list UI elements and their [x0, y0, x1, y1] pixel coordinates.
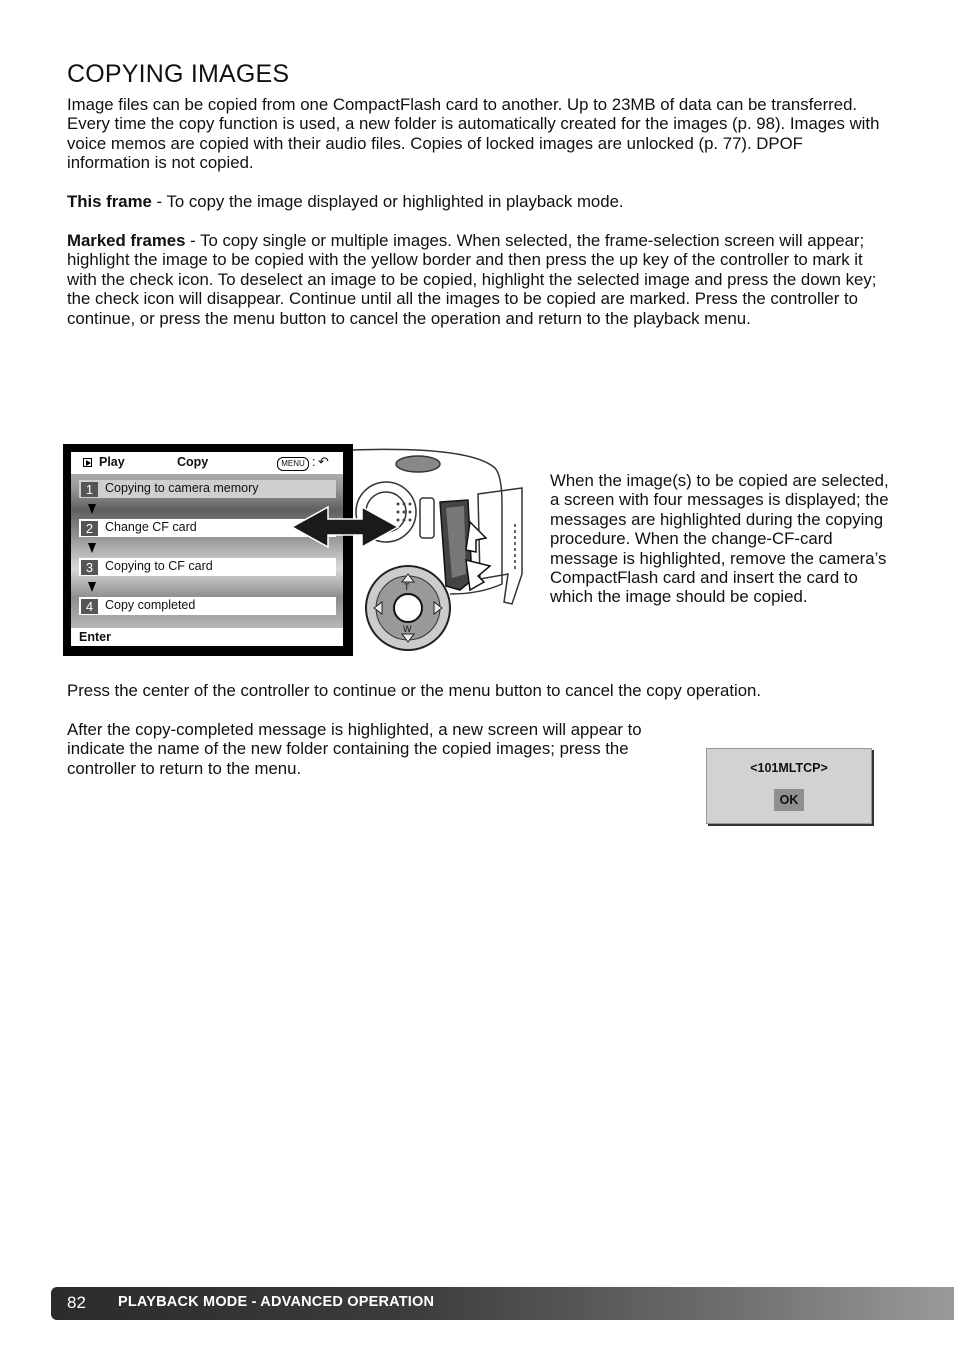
this-frame-text: - To copy the image displayed or highlighted in playback mode.: [151, 192, 624, 211]
copy-completed-paragraph: After the copy-completed message is highlighted, a new screen will appear to indicate the name of the new folder containing the copied images; press the controller to return to the menu.: [67, 720, 642, 778]
return-arrow-icon: ↶: [318, 454, 329, 469]
this-frame-term: This frame: [67, 192, 152, 211]
page-title: COPYING IMAGES: [67, 60, 290, 88]
down-arrow-icon: [88, 543, 96, 553]
screen-explanation-paragraph: When the image(s) to be copied are selected, a screen with four messages is displayed; the messages are highlighted during the copying procedure. When the change-CF-card message is highlighted, remove the camera’s CompactFlash card and insert the card to which the image should be copied.: [550, 471, 889, 607]
step-label: Copying to camera memory: [105, 481, 259, 495]
step-number: 3: [81, 560, 98, 575]
page-footer: [51, 1287, 954, 1320]
lcd-header: Play Copy MENU : ↶: [71, 452, 343, 474]
ok-button[interactable]: OK: [774, 789, 804, 811]
step-label: Copying to CF card: [105, 559, 213, 573]
double-arrow-icon: [290, 504, 400, 550]
down-arrow-icon: [88, 504, 96, 514]
menu-button-icon: MENU: [277, 457, 309, 471]
down-arrow-icon: [88, 582, 96, 592]
wide-label: W: [403, 624, 412, 634]
tele-label: T: [404, 582, 410, 592]
lcd-screen-frame: [63, 444, 353, 656]
folder-name-dialog: [706, 748, 872, 824]
controller-dial: [366, 566, 450, 650]
enter-label: Enter: [79, 630, 111, 644]
this-frame-paragraph: [67, 192, 889, 211]
play-tab-label: Play: [99, 455, 125, 469]
marked-frames-text: - To copy single or multiple images. When selected, the frame-selection screen will appear; highlight the image to be copied with the yellow border and then press the up key of the controller to mark it with the check icon. To deselect an image to be copied, highlight the selected image and press the down key; the check icon will disappear. Continue until all the images to be copied are marked. Press the controller to continue, or press the menu button to cancel the operation and return to the playback menu.: [67, 231, 877, 328]
playback-icon: [83, 458, 92, 467]
marked-frames-term: Marked frames: [67, 231, 186, 250]
press-controller-paragraph: Press the center of the controller to continue or the menu button to cancel the copy operation.: [67, 681, 762, 700]
folder-name: <101MLTCP>: [750, 761, 828, 775]
intro-paragraph: Image files can be copied from one CompactFlash card to another. Up to 23MB of data can be transferred. Every time the copy function is used, a new folder is automatically created for the images (p. 98). Images with voice memos are copied with their audio files. Copies of locked images are unlocked (p. 77). DPOF information is not copied.: [67, 95, 880, 173]
copy-tab-label: Copy: [177, 455, 209, 469]
step-number: 2: [81, 521, 98, 536]
step-label: Copy completed: [105, 598, 196, 612]
step-copying-to-cf: [79, 558, 336, 576]
lcd-footer: [71, 628, 343, 646]
section-title: PLAYBACK MODE - ADVANCED OPERATION: [118, 1294, 435, 1310]
step-label: Change CF card: [105, 520, 197, 534]
step-copy-completed: [79, 597, 336, 615]
page-number: 82: [67, 1293, 86, 1312]
step-copying-to-camera: [79, 480, 336, 498]
step-number: 4: [81, 599, 98, 614]
step-number: 1: [81, 482, 98, 497]
marked-frames-paragraph: [67, 231, 889, 328]
